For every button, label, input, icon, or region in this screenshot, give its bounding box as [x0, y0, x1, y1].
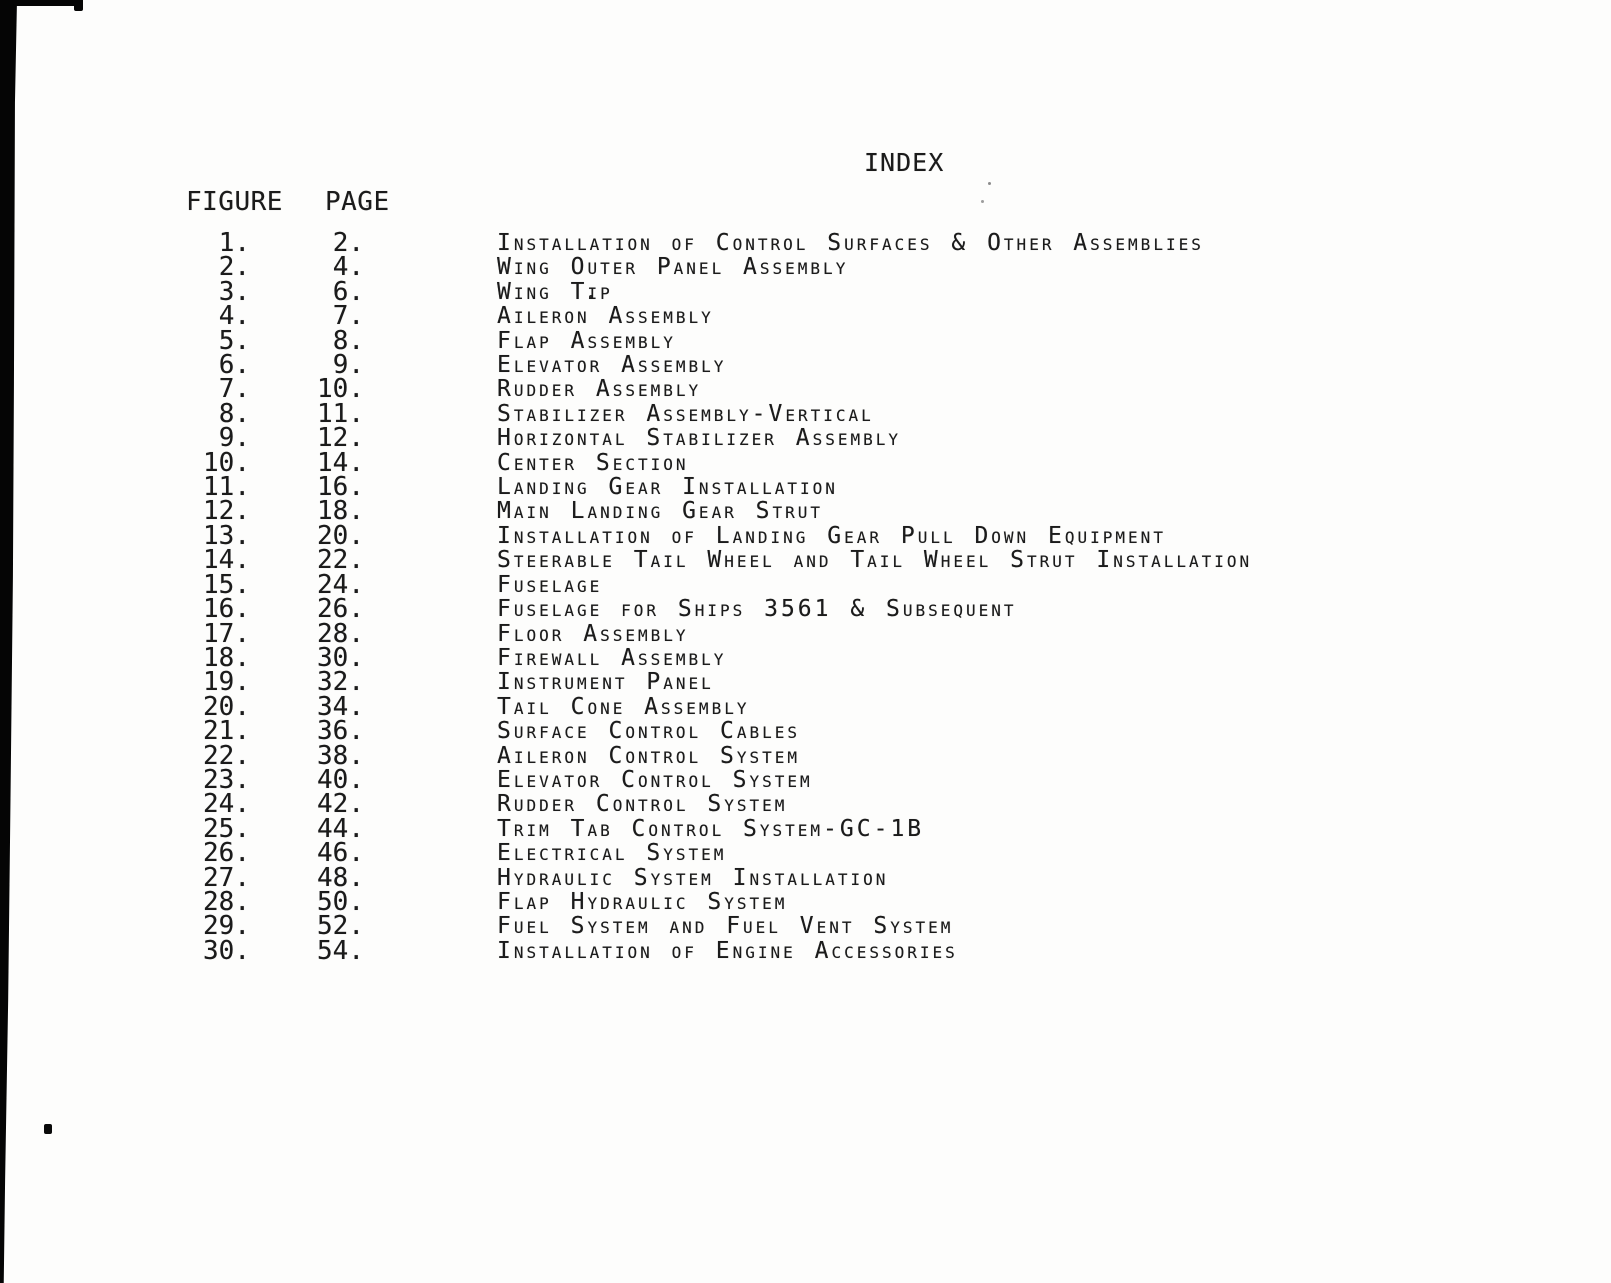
- index-row: [0, 935, 1560, 966]
- entry-title: Elevator Control System: [497, 766, 813, 793]
- figure-number: 10.: [203, 447, 250, 478]
- page-number: 8.: [332, 325, 364, 356]
- figure-number: 4.: [218, 301, 250, 332]
- figure-number: 15.: [203, 569, 250, 600]
- figure-number: 24.: [203, 789, 250, 820]
- entry-title: Landing Gear Installation: [497, 474, 838, 501]
- figure-number: 13.: [203, 520, 250, 551]
- page-number: 48.: [317, 862, 364, 893]
- figure-number: 11.: [203, 472, 250, 503]
- index-row: [0, 301, 1560, 332]
- page-number: 50.: [317, 886, 364, 917]
- scan-corner-artifact-tail: [74, 0, 83, 11]
- entry-title: Firewall Assembly: [497, 644, 727, 671]
- entry-title: Floor Assembly: [497, 620, 689, 647]
- figure-number: 1.: [218, 228, 250, 258]
- scan-speck-bottom-left: [44, 1124, 52, 1134]
- scan-speck: [981, 200, 984, 203]
- page-number: 24.: [317, 569, 364, 600]
- page-number: 9.: [332, 350, 364, 381]
- figure-number: 9.: [218, 423, 250, 454]
- entry-title: Installation of Engine Accessories: [497, 937, 958, 964]
- figure-column-header: FIGURE: [186, 187, 283, 217]
- page-number: 44.: [317, 813, 364, 844]
- entry-title: Installation of Landing Gear Pull Down Equipment: [497, 522, 1166, 549]
- page-title: INDEX: [864, 148, 945, 177]
- entry-title: Flap Hydraulic System: [497, 888, 788, 915]
- entry-title: Rudder Assembly: [497, 376, 702, 403]
- scan-corner-artifact: [13, 0, 83, 6]
- page-number: 28.: [317, 618, 364, 649]
- page-number: 26.: [317, 594, 364, 625]
- figure-number: 27.: [203, 862, 250, 893]
- page-number: 32.: [317, 667, 364, 698]
- entry-title: Hydraulic System Installation: [497, 864, 889, 891]
- entry-title: Flap Assembly: [497, 327, 676, 354]
- figure-number: 26.: [203, 838, 250, 869]
- page-number: 6.: [332, 276, 364, 307]
- figure-number: 7.: [218, 374, 250, 405]
- page-number: 4.: [332, 252, 364, 283]
- page-number: 38.: [317, 740, 364, 771]
- figure-number: 19.: [203, 667, 250, 698]
- page-number: 54.: [317, 935, 364, 966]
- entry-title: Installation of Control Surfaces & Other Assemblies: [497, 230, 1204, 256]
- index-row: [0, 594, 1560, 625]
- entry-title: Main Landing Gear Strut: [497, 498, 824, 525]
- figure-number: 14.: [203, 545, 250, 576]
- entry-title: Fuselage: [497, 571, 603, 598]
- page-number: 40.: [317, 764, 364, 795]
- figure-number: 16.: [203, 594, 250, 625]
- entry-title: Horizontal Stabilizer Assembly: [497, 425, 902, 452]
- page-number: 42.: [317, 789, 364, 820]
- page-number: 12.: [317, 423, 364, 454]
- figure-number: 29.: [203, 911, 250, 942]
- figure-number: 6.: [218, 350, 250, 381]
- figure-number: 20.: [203, 691, 250, 722]
- figure-number: 5.: [218, 325, 250, 356]
- entry-title: Center Section: [497, 449, 689, 476]
- page-number: 14.: [317, 447, 364, 478]
- entry-title: Stabilizer Assembly-Vertical: [497, 400, 874, 427]
- index-row: [0, 423, 1560, 454]
- figure-number: 25.: [203, 813, 250, 844]
- entry-title: Wing Outer Panel Assembly: [497, 254, 849, 281]
- figure-number: 23.: [203, 764, 250, 795]
- page-number: 20.: [317, 520, 364, 551]
- entry-title: Tail Cone Assembly: [497, 693, 750, 720]
- figure-number: 2.: [218, 252, 250, 283]
- figure-number: 17.: [203, 618, 250, 649]
- page-number: 7.: [332, 301, 364, 332]
- entry-title: Trim Tab Control System-GC-1B: [497, 815, 925, 842]
- page-number: 11.: [317, 398, 364, 429]
- figure-number: 3.: [218, 276, 250, 307]
- page-number: 30.: [317, 642, 364, 673]
- entry-title: Surface Control Cables: [497, 718, 800, 745]
- index-entries-list: [0, 228, 1560, 966]
- page-number: 36.: [317, 716, 364, 747]
- page-number: 34.: [317, 691, 364, 722]
- entry-title: Fuel System and Fuel Vent System: [497, 913, 954, 940]
- page-number: 16.: [317, 472, 364, 503]
- entry-title: Electrical System: [497, 840, 727, 867]
- figure-number: 21.: [203, 716, 250, 747]
- entry-title: Rudder Control System: [497, 791, 788, 818]
- page-number: 2.: [332, 228, 364, 258]
- entry-title: Fuselage for Ships 3561 & Subsequent: [497, 596, 1017, 623]
- page-column-header: PAGE: [325, 187, 390, 217]
- figure-number: 22.: [203, 740, 250, 771]
- figure-number: 8.: [218, 398, 250, 429]
- entry-title: Instrument Panel: [497, 669, 714, 696]
- entry-title: Aileron Control System: [497, 742, 800, 769]
- page-number: 10.: [317, 374, 364, 405]
- figure-number: 30.: [203, 935, 250, 966]
- entry-title: Elevator Assembly: [497, 352, 727, 379]
- index-row: [0, 838, 1560, 869]
- page-number: 18.: [317, 496, 364, 527]
- page-number: 46.: [317, 838, 364, 869]
- figure-number: 28.: [203, 886, 250, 917]
- index-row: [0, 716, 1560, 747]
- entry-title: Aileron Assembly: [497, 303, 714, 330]
- page-number: 52.: [317, 911, 364, 942]
- page-number: 22.: [317, 545, 364, 576]
- entry-title: Steerable Tail Wheel and Tail Wheel Strut Installation: [497, 547, 1253, 574]
- figure-number: 12.: [203, 496, 250, 527]
- figure-number: 18.: [203, 642, 250, 673]
- entry-title: Wing Tip: [497, 278, 613, 305]
- scan-speck: [988, 182, 991, 185]
